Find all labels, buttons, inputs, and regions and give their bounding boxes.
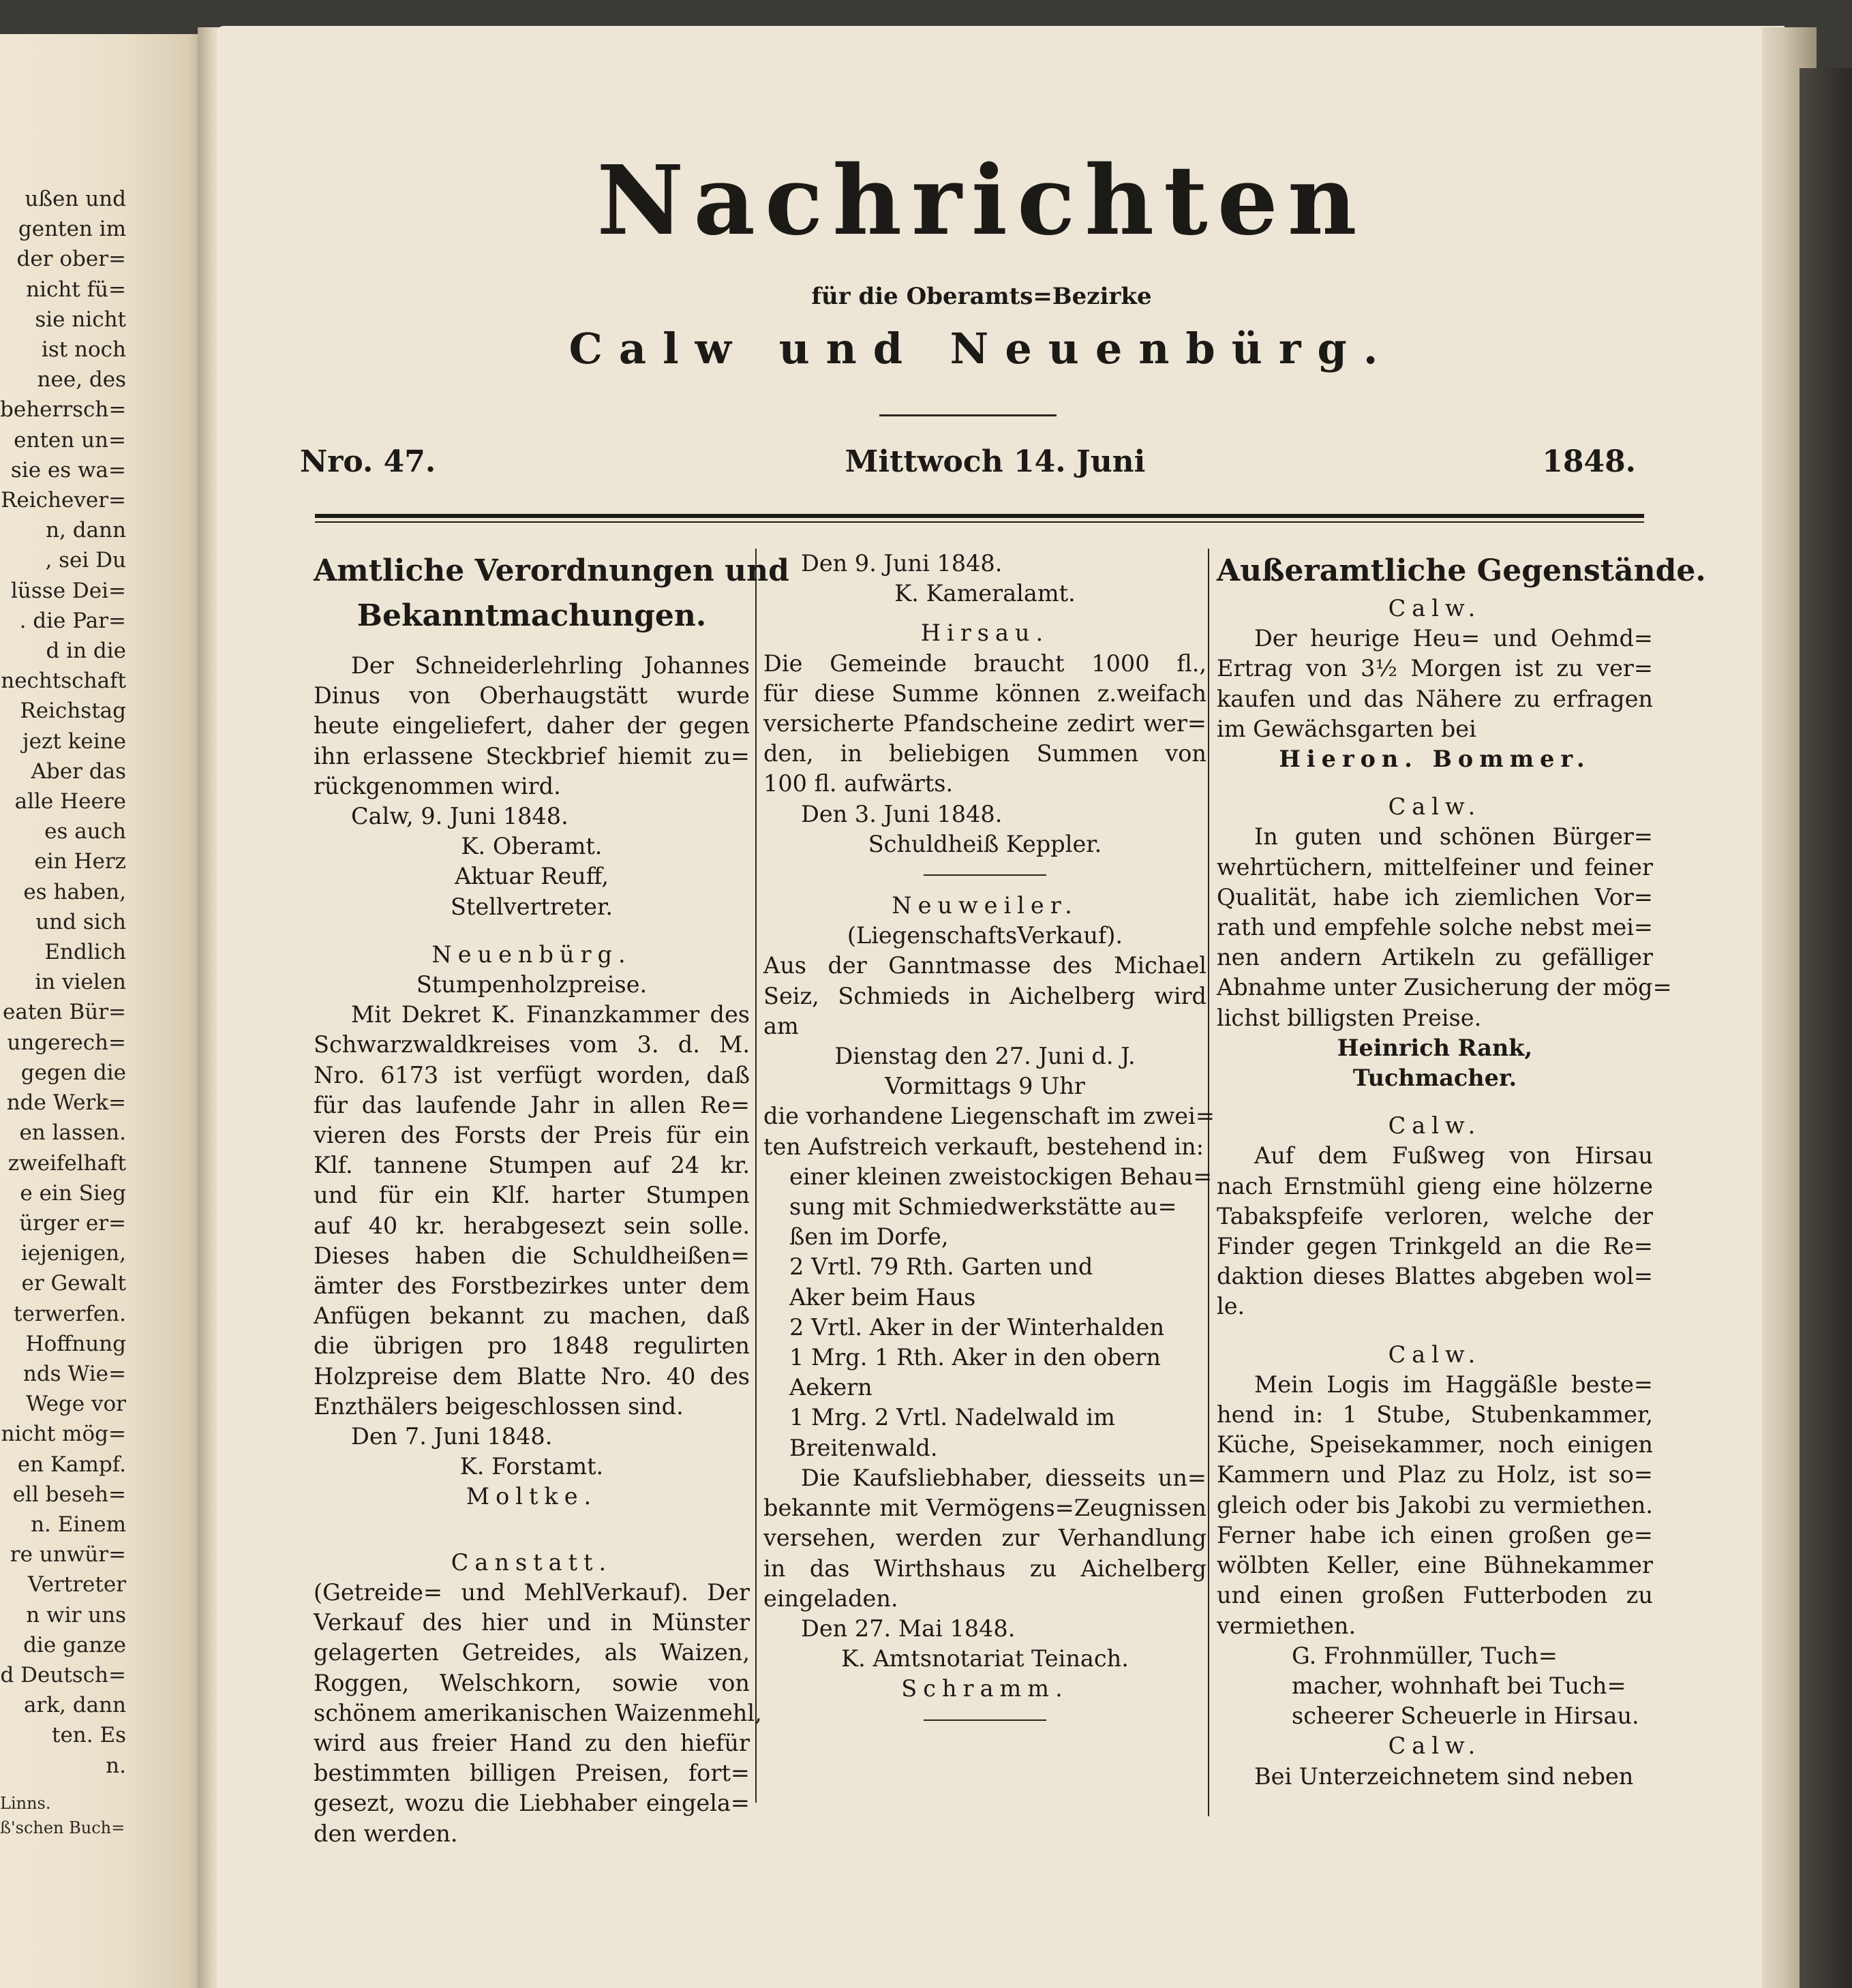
notice-paragraph xyxy=(314,651,750,801)
notice-title: (LiegenschaftsVerkauf). xyxy=(847,922,1123,949)
text-line: vermiethen. xyxy=(1217,1612,1356,1639)
notice-office: K. Oberamt. xyxy=(461,833,603,860)
property-item: 2 Vrtl. Aker in der Winterhalden xyxy=(789,1313,1165,1341)
left-page-line: ürger er= xyxy=(19,1210,126,1236)
text-line: Küche, Speisekammer, noch einigen xyxy=(1217,1431,1653,1458)
notice-place-date: Calw, 9. Juni 1848. xyxy=(351,803,568,830)
left-page-line: ungerech= xyxy=(7,1030,126,1055)
text-line: Dinus von Oberhaugstätt wurde xyxy=(314,682,750,709)
left-page-line: und sich xyxy=(35,909,126,934)
notice-paragraph xyxy=(763,1101,1215,1161)
column-nonofficial xyxy=(1217,549,1706,1792)
left-page-line: die ganze xyxy=(23,1632,126,1657)
property-item: sung mit Schmiedwerkstätte au= xyxy=(789,1193,1177,1221)
column-rule xyxy=(755,549,757,1803)
text-line: Der Schneiderlehrling Johannes xyxy=(351,652,750,679)
text-line: Tabakspfeife verloren, welche der xyxy=(1217,1202,1653,1229)
notice-place: Neuenbürg. xyxy=(431,941,632,968)
property-item: 1 Mrg. 1 Rth. Aker in den obern xyxy=(789,1344,1161,1371)
text-line: bekannte mit Vermögens=Zeugnissen xyxy=(763,1495,1206,1522)
issue-date: Mittwoch 14. Juni xyxy=(845,444,1146,479)
text-line: kaufen und das Nähere zu erfragen xyxy=(1217,685,1653,712)
header-rule-thin xyxy=(315,521,1644,523)
left-page-line: in vielen xyxy=(35,970,126,995)
text-line: gesezt, wozu die Liebhaber eingela= xyxy=(314,1790,750,1817)
header-rule xyxy=(315,514,1644,518)
notice-place: Calw. xyxy=(1388,1732,1482,1760)
left-page-line: es haben, xyxy=(23,879,126,904)
signature-line: scheerer Scheuerle in Hirsau. xyxy=(1292,1702,1639,1730)
text-line: Der heurige Heu= und Oehmd= xyxy=(1254,625,1653,652)
text-line: nach Ernstmühl gieng eine hölzerne xyxy=(1217,1172,1653,1199)
section-heading: Bekanntmachungen. xyxy=(356,598,707,633)
property-item: einer kleinen zweistockigen Behau= xyxy=(789,1163,1213,1190)
left-page-line: Wege vor xyxy=(26,1392,126,1417)
text-line: versicherte Pfandscheine zedirt wer= xyxy=(763,710,1206,737)
text-line: im Gewächsgarten bei xyxy=(1217,715,1476,742)
text-line: und einen großen Futterboden zu xyxy=(1217,1582,1653,1609)
notice-office: K. Kameralamt. xyxy=(894,580,1076,607)
notice-signature: Heinrich Rank, xyxy=(1337,1034,1533,1061)
left-page-line: Endlich xyxy=(44,940,126,965)
text-line: heute eingeliefert, daher der gegen xyxy=(314,712,750,739)
notice-signature: Schuldheiß Keppler. xyxy=(868,830,1102,857)
left-page-line: beherrsch= xyxy=(0,397,127,423)
text-line: wehrtüchern, mittelfeiner und feiner xyxy=(1217,853,1653,881)
notice-title: Stumpenholzpreise. xyxy=(416,971,648,998)
masthead-rule xyxy=(879,414,1057,416)
left-page-line: en lassen. xyxy=(19,1120,126,1146)
separator-rule xyxy=(924,874,1046,876)
notice-place: Calw. xyxy=(1388,595,1482,622)
text-line: wird aus freier Hand zu den hiefür xyxy=(314,1729,750,1756)
separator-rule xyxy=(924,1719,1046,1721)
text-line: ihn erlassene Steckbrief hiemit zu= xyxy=(314,742,750,769)
text-line: In guten und schönen Bürger= xyxy=(1254,823,1653,851)
left-page-line: n wir uns xyxy=(26,1602,126,1627)
text-line: Seiz, Schmieds in Aichelberg wird xyxy=(763,982,1206,1009)
text-line: versehen, werden zur Verhandlung xyxy=(763,1525,1206,1552)
notice-place: Neuweiler. xyxy=(892,892,1078,919)
signature-line: macher, wohnhaft bei Tuch= xyxy=(1292,1672,1626,1699)
property-list xyxy=(763,1162,1213,1463)
notice-place: Canstatt. xyxy=(451,1548,613,1576)
notice-place: Calw. xyxy=(1388,793,1482,821)
text-line: schönem amerikanischen Waizenmehl, xyxy=(314,1699,762,1726)
text-line: rückgenommen wird. xyxy=(314,772,561,799)
text-line: daktion dieses Blattes abgeben wol= xyxy=(1217,1263,1653,1290)
text-line: für diese Summe können z.weifach xyxy=(763,679,1206,707)
left-page-line: ist noch xyxy=(41,337,126,363)
column-official xyxy=(314,549,789,1849)
notice-paragraph xyxy=(1217,1370,1653,1641)
left-page-line: nde Werk= xyxy=(6,1090,126,1116)
property-item: 1 Mrg. 2 Vrtl. Nadelwald im xyxy=(789,1404,1115,1431)
notice-signature: Moltke. xyxy=(466,1483,598,1510)
text-line: 100 fl. aufwärts. xyxy=(763,770,954,797)
text-line: Mein Logis im Haggäßle beste= xyxy=(1254,1371,1653,1398)
text-line: auf 40 kr. herabgesezt sein solle. xyxy=(314,1212,750,1239)
notice-signature: Tuchmacher. xyxy=(1352,1065,1517,1092)
text-line: den, in beliebigen Summen von xyxy=(763,740,1206,767)
section-heading: Amtliche Verordnungen und xyxy=(314,553,789,588)
property-item: Aker beim Haus xyxy=(789,1283,976,1311)
notice-paragraph xyxy=(314,1578,762,1849)
text-line: Roggen, Welschkorn, sowie von xyxy=(314,1669,750,1696)
text-line: Die Kaufsliebhaber, diesseits un= xyxy=(801,1464,1206,1491)
property-item: ßen im Dorfe, xyxy=(789,1223,949,1251)
left-page-line: ußen und xyxy=(25,187,126,211)
text-line: hend in: 1 Stube, Stubenkammer, xyxy=(1217,1401,1653,1428)
left-page-line: jezt keine xyxy=(22,729,126,754)
left-page-line: es auch xyxy=(44,819,126,844)
left-page-line: sie es wa= xyxy=(10,457,126,483)
property-item: Aekern xyxy=(789,1374,872,1401)
newspaper-title: Nachrichten xyxy=(596,145,1367,257)
text-line: Die Gemeinde braucht 1000 fl., xyxy=(763,649,1206,677)
newspaper-places: Calw und Neuenbürg. xyxy=(568,324,1395,373)
notice-paragraph xyxy=(763,1463,1206,1614)
notice-paragraph xyxy=(1217,822,1672,1033)
text-line: le. xyxy=(1217,1293,1245,1320)
text-line: vieren des Forsts der Preis für ein xyxy=(314,1122,750,1149)
left-page-line: ark, dann xyxy=(23,1693,126,1718)
text-line: (Getreide= und MehlVerkauf). Der xyxy=(314,1578,750,1606)
property-item: Breitenwald. xyxy=(789,1434,938,1461)
notice-place: Calw. xyxy=(1388,1112,1482,1140)
notice-paragraph xyxy=(763,649,1206,799)
notice-signature: Stellvertreter. xyxy=(450,893,613,920)
text-line: Abnahme unter Zusicherung der mög= xyxy=(1217,974,1672,1001)
text-line: lichst billigsten Preise. xyxy=(1217,1004,1482,1031)
left-page-line: eaten Bür= xyxy=(3,1000,126,1025)
text-line: ten Aufstreich verkauft, bestehend in: xyxy=(763,1133,1204,1160)
text-line: Aus der Ganntmasse des Michael xyxy=(763,952,1206,979)
left-page-footer xyxy=(0,1791,126,1840)
left-page-line: e ein Sieg xyxy=(20,1180,126,1206)
left-page-line: Aber das xyxy=(31,759,126,784)
left-page-line: alle Heere xyxy=(14,789,126,814)
text-line: Dieses haben die Schuldheißen= xyxy=(314,1242,750,1269)
text-line: Anfügen bekannt zu machen, daß xyxy=(314,1302,750,1330)
text-line: den werden. xyxy=(314,1820,458,1847)
text-line: Kammern und Plaz zu Holz, ist so= xyxy=(1217,1461,1653,1488)
notice-date: Den 27. Mai 1848. xyxy=(801,1615,1016,1642)
notice-paragraph xyxy=(1217,624,1653,744)
text-line: rath und empfehle solche nebst mei= xyxy=(1217,914,1653,941)
notice-place: Hirsau. xyxy=(920,620,1050,647)
text-line: in das Wirthshaus zu Aichelberg xyxy=(763,1555,1206,1582)
text-line: Nro. 6173 ist verfügt worden, daß xyxy=(314,1061,750,1088)
text-line: Finder gegen Trinkgeld an die Re= xyxy=(1217,1233,1653,1260)
text-line: gelagerten Getreides, als Waizen, xyxy=(314,1639,750,1666)
text-line: eingeladen. xyxy=(763,1585,898,1612)
left-page-line: Hoffnung xyxy=(25,1331,126,1356)
left-page-line: nechtschaft xyxy=(1,669,126,694)
column-official-cont xyxy=(763,549,1215,1736)
left-page-line: , sei Du xyxy=(45,548,126,573)
text-line: Qualität, habe ich ziemlichen Vor= xyxy=(1217,883,1653,911)
left-page-line: . die Par= xyxy=(19,608,126,633)
left-page-text xyxy=(0,184,126,1781)
book-spine xyxy=(1800,68,1852,1988)
left-page-line: n. Einem xyxy=(31,1512,126,1537)
auction-date: Dienstag den 27. Juni d. J. xyxy=(834,1043,1136,1070)
notice-signature: Aktuar Reuff, xyxy=(454,863,609,890)
left-page-line: er Gewalt xyxy=(21,1271,126,1296)
left-page-line: Vertreter xyxy=(28,1572,126,1597)
notice-signature xyxy=(1217,1641,1653,1732)
issue-number: Nro. 47. xyxy=(300,444,436,479)
notice-office: K. Forstamt. xyxy=(459,1453,604,1480)
section-heading: Außeramtliche Gegenstände. xyxy=(1217,553,1706,588)
left-page-line: enten un= xyxy=(14,427,126,453)
left-page-line: n. xyxy=(106,1753,126,1778)
signature-line: G. Frohnmüller, Tuch= xyxy=(1292,1642,1558,1669)
left-page-footer-line: ß'schen Buch= xyxy=(0,1818,125,1837)
text-line: die übrigen pro 1848 regulirten xyxy=(314,1332,750,1360)
notice-signature: Hieron. Bommer. xyxy=(1279,746,1591,773)
notice-date: Den 9. Juni 1848. xyxy=(801,550,1003,577)
text-line: am xyxy=(763,1012,799,1039)
left-page-line: nicht mög= xyxy=(1,1422,126,1447)
notice-paragraph xyxy=(1217,1141,1653,1321)
text-line: Verkauf des hier und in Münster xyxy=(314,1609,750,1636)
left-page-line: gegen die xyxy=(20,1060,126,1085)
text-line: gleich oder bis Jakobi zu vermiethen. xyxy=(1217,1491,1653,1518)
left-page-line: Reichever= xyxy=(1,488,126,513)
text-line: für das laufende Jahr in allen Re= xyxy=(314,1091,750,1118)
left-page-line: ein Herz xyxy=(34,849,126,874)
text-line: Schwarzwaldkreises vom 3. d. M. xyxy=(314,1031,750,1058)
text-line: nen andern Artikeln zu gefälliger xyxy=(1217,944,1653,971)
left-page-line: Reichstag xyxy=(20,699,126,724)
newspaper-subtitle: für die Oberamts=Bezirke xyxy=(811,283,1152,310)
text-line: ämter des Forstbezirkes unter dem xyxy=(314,1272,750,1300)
text-line: Mit Dekret K. Finanzkammer des xyxy=(351,1001,750,1028)
left-page-line: n, dann xyxy=(46,518,126,543)
text-line: Ertrag von 3½ Morgen ist zu ver= xyxy=(1217,655,1653,682)
issue-year: 1848. xyxy=(1542,444,1636,479)
property-item: 2 Vrtl. 79 Rth. Garten und xyxy=(789,1253,1093,1281)
text-line: Holzpreise dem Blatte Nro. 40 des xyxy=(314,1362,750,1390)
notice-place: Calw. xyxy=(1388,1341,1482,1368)
left-page-line: terwerfen. xyxy=(14,1301,126,1326)
text-line: Klf. tannene Stumpen auf 24 kr. xyxy=(314,1152,750,1179)
text-line: Bei Unterzeichnetem sind neben xyxy=(1254,1762,1634,1790)
left-page-line: re unwür= xyxy=(10,1542,126,1568)
left-page-line: sie nicht xyxy=(35,307,126,332)
left-page-line: ten. Es xyxy=(51,1723,126,1748)
left-page-line: genten im xyxy=(18,217,126,242)
left-page-line: der ober= xyxy=(16,247,126,272)
text-line: Ferner habe ich einen großen ge= xyxy=(1217,1521,1653,1548)
notice-office: K. Amtsnotariat Teinach. xyxy=(841,1645,1129,1672)
notice-paragraph xyxy=(314,1000,750,1422)
text-line: bestimmten billigen Preisen, fort= xyxy=(314,1760,750,1787)
text-line: die vorhandene Liegenschaft im zwei= xyxy=(763,1103,1215,1130)
left-page-line: ell beseh= xyxy=(12,1482,126,1507)
notice-paragraph xyxy=(1217,1762,1653,1792)
notice-paragraph xyxy=(763,951,1206,1041)
text-line: Enzthälers beigeschlossen sind. xyxy=(314,1392,684,1420)
left-page-line: en Kampf. xyxy=(17,1452,126,1477)
left-page-footer-line: Linns. xyxy=(0,1794,51,1813)
left-page-line: nds Wie= xyxy=(22,1361,126,1386)
notice-date: Den 7. Juni 1848. xyxy=(351,1423,553,1450)
left-page-line: iejenigen, xyxy=(20,1241,126,1266)
left-page-line: d in die xyxy=(46,639,126,664)
left-page-line: lüsse Dei= xyxy=(11,578,126,603)
auction-time: Vormittags 9 Uhr xyxy=(885,1073,1085,1100)
text-line: wölbten Keller, eine Bühnekammer xyxy=(1217,1552,1653,1579)
notice-signature: Schramm. xyxy=(901,1675,1069,1702)
issue-line xyxy=(300,444,1636,485)
left-page-line: zweifelhaft xyxy=(7,1150,126,1176)
notice-date: Den 3. Juni 1848. xyxy=(801,800,1003,827)
left-page-line: nicht fü= xyxy=(26,277,126,302)
left-page-line: nee, des xyxy=(37,367,126,393)
text-line: und für ein Klf. harter Stumpen xyxy=(314,1182,750,1209)
text-line: Auf dem Fußweg von Hirsau xyxy=(1254,1142,1653,1169)
left-page-line: d Deutsch= xyxy=(0,1662,126,1687)
